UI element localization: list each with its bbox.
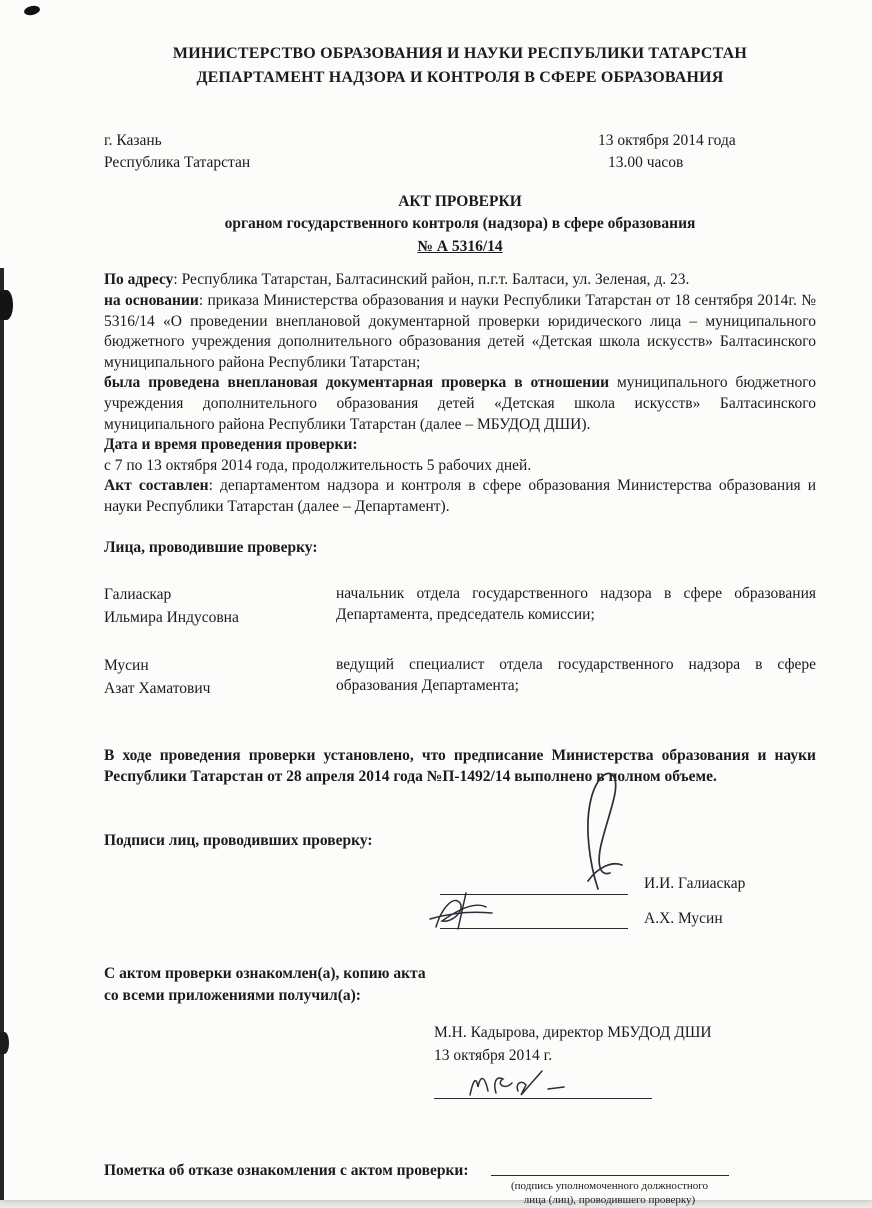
date-label: 13 октября 2014 года [598, 132, 736, 149]
scan-artifact-mark [0, 1032, 9, 1054]
scan-artifact-left-edge [0, 268, 4, 1200]
act-number: № А 5316/14 [417, 237, 503, 255]
acknowledgment-heading: С актом проверки ознакомлен(а), копию акта со всеми приложениями получил(а): [104, 965, 426, 1004]
header-line-2: ДЕПАРТАМЕНТ НАДЗОРА И КОНТРОЛЯ В СФЕРЕ ОБРАЗОВАНИЯ [196, 69, 724, 86]
signatures-heading: Подписи лиц, проводивших проверку: [104, 832, 373, 850]
recipient-signature-line [434, 1071, 652, 1099]
scan-artifact-mark [0, 290, 13, 320]
composed-label: Акт составлен [104, 477, 209, 495]
conducted-label: была проведена внеплановая документарная проверка в отношении [104, 374, 610, 392]
paragraph-conducted [104, 373, 816, 435]
basis-text: : приказа Министерства образования и науки Республики Татарстан от 18 сентября 2014г. № 5316/14 «О проведении внеплановой документарной проверки юридического лица – муниципального бюджетного учреждения дополнительного образования детей «Детская школа искусств» Балтасинского муниципального района Республики Татарстан; [104, 291, 816, 371]
signature-row [440, 909, 816, 930]
header-line-1: МИНИСТЕРСТВО ОБРАЗОВАНИЯ И НАУКИ РЕСПУБЛИКИ ТАТАРСТАН [172, 45, 748, 62]
signature-name: И.И. Галиаскар [644, 874, 746, 892]
inspectors-heading: Лица, проводившие проверку: [104, 538, 318, 556]
title-subtitle: органом государственного контроля (надзора) в сфере образования [224, 215, 696, 233]
body-text [104, 270, 816, 517]
datetime-block [598, 130, 816, 175]
inspector-name: Галиаскар Ильмира Индусовна [104, 586, 239, 626]
inspector-name: Мусин Азат Хаматович [104, 657, 211, 697]
signature-line [440, 879, 628, 895]
refusal-signature-line [491, 1161, 729, 1176]
composed-text: : департаментом надзора и контроля в сфере образования Министерства образования и науки Республики Татарстан (далее – Департамент). [104, 477, 816, 516]
ministry-header [104, 42, 816, 90]
signature-row [440, 874, 816, 895]
place-block [104, 130, 250, 175]
refusal-signature-area [491, 1161, 729, 1208]
city-label: г. Казань [104, 132, 162, 149]
handwritten-signature-kadyrova [462, 1065, 582, 1103]
inspector-row [104, 584, 816, 629]
paragraph-datetime-text: с 7 по 13 октября 2014 года, продолжительность 5 рабочих дней. [104, 456, 532, 474]
inspector-row [104, 655, 816, 700]
meta-row [104, 130, 816, 175]
refusal-row [104, 1161, 816, 1208]
paragraph-address [104, 270, 816, 291]
title-main: АКТ ПРОВЕРКИ [398, 192, 522, 210]
acknowledgment-block [434, 1021, 816, 1100]
address-text: : Республика Татарстан, Балтасинский район, п.г.т. Балтаси, ул. Зеленая, д. 23. [173, 271, 690, 289]
recipient-name: М.Н. Кадырова, директор МБУДОД ДШИ [434, 1023, 712, 1041]
inspector-role: начальник отдела государственного надзора в сфере образования Департамента, председатель комиссии; [336, 585, 816, 623]
conducted-text: муниципального бюджетного учреждения дополнительного образования детей «Детская школа искусств» Балтасинского муниципального района Республики Татарстан (далее – МБУДОД ДШИ). [104, 374, 816, 433]
acknowledgment-date: 13 октября 2014 г. [434, 1046, 553, 1064]
inspector-role: ведущий специалист отдела государственного надзора в сфере образования Департамента; [336, 656, 816, 694]
signature-name: А.Х. Мусин [644, 909, 723, 927]
paragraph-datetime-label: Дата и время проведения проверки: [104, 436, 358, 454]
basis-label: на основании [104, 291, 199, 309]
paragraph-basis [104, 291, 816, 373]
region-label: Республика Татарстан [104, 154, 251, 172]
refusal-caption: (подпись уполномоченного должностного лица (лиц), проводившего проверку) [510, 1180, 709, 1207]
signature-line [440, 913, 628, 929]
time-label: 13.00 часов [608, 154, 684, 172]
paragraph-composed [104, 476, 816, 517]
refusal-label: Пометка об отказе ознакомления с актом проверки: [104, 1162, 469, 1180]
conclusion-paragraph: В ходе проведения проверки установлено, что предписание Министерства образования и науки Республики Татарстан от 28 апреля 2014 года №П-1492/14 выполнено в полном объеме. [104, 747, 816, 785]
document-title [104, 191, 816, 258]
address-label: По адресу [104, 271, 174, 289]
